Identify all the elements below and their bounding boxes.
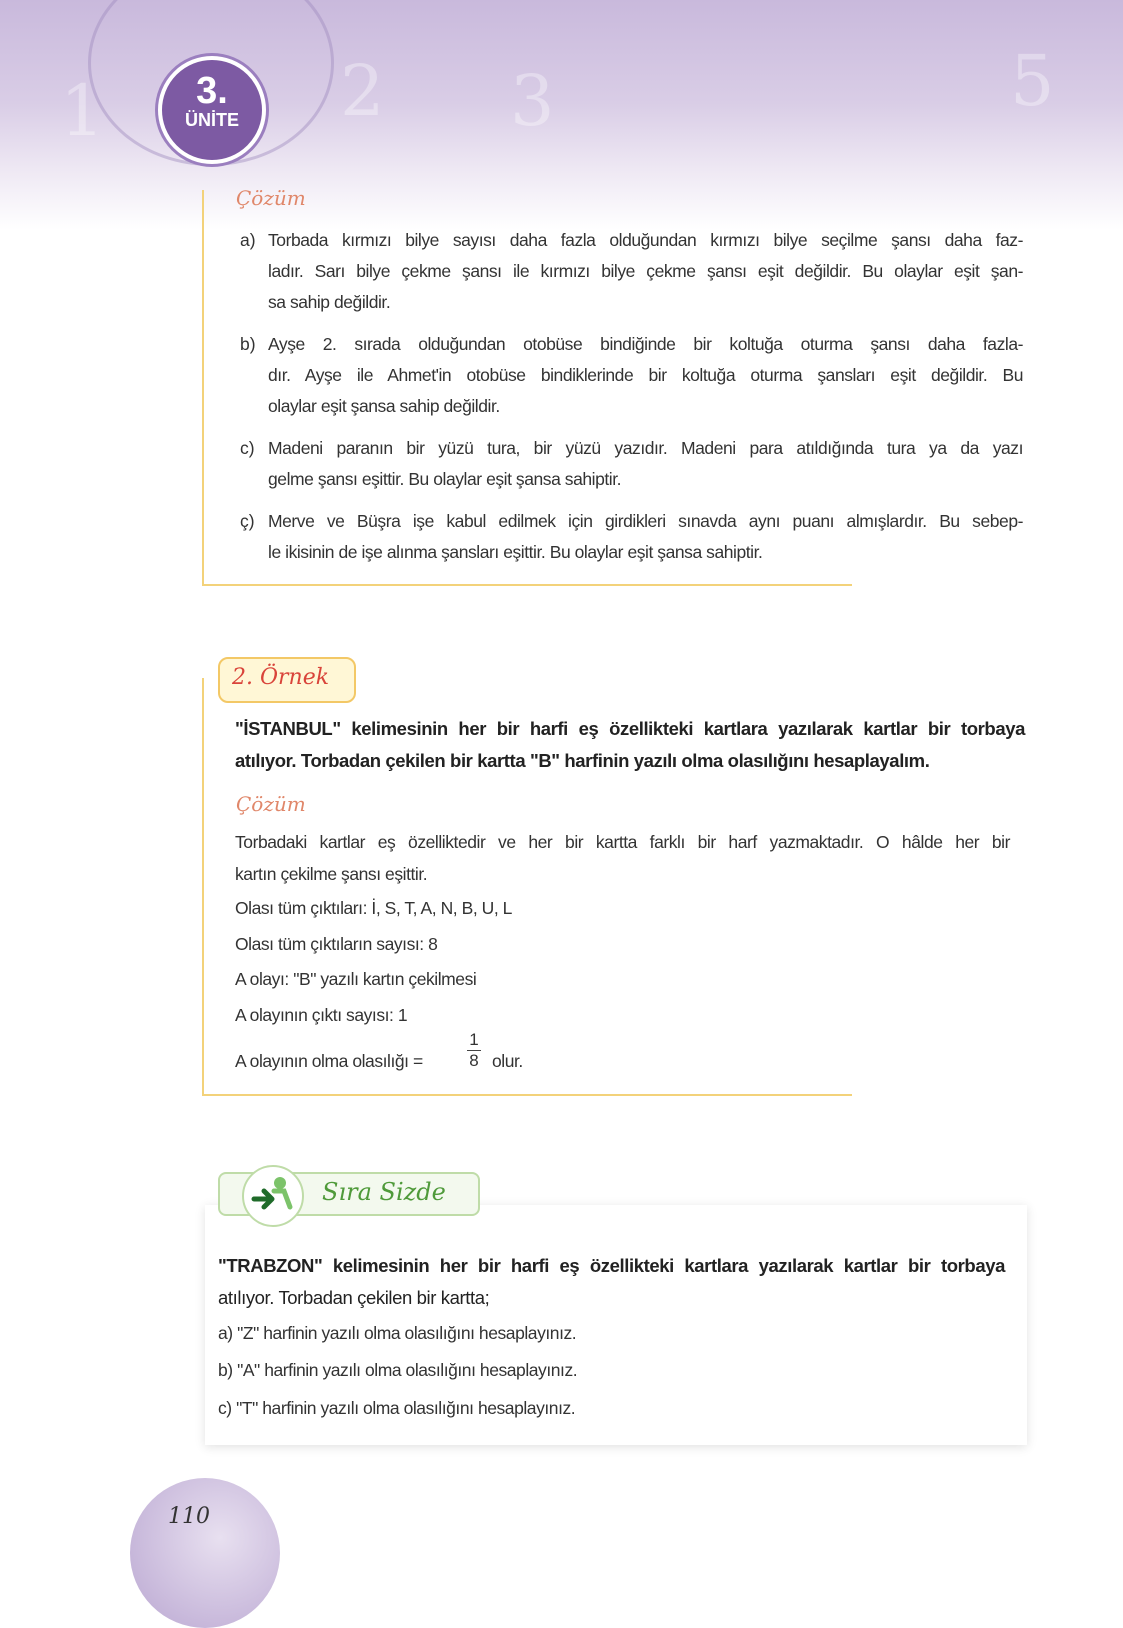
person-arrow-icon (244, 1167, 302, 1225)
solution-line: A olayının çıktı sayısı: 1 (235, 1005, 408, 1025)
item-line: Torbada kırmızı bilye sayısı daha fazla olduğundan kırmızı bilye seçilme şansı daha faz- (268, 230, 1023, 250)
example-tag (218, 657, 356, 703)
item-label: a) (240, 230, 256, 250)
unit-number: 3. (196, 70, 228, 112)
your-turn-title: Sıra Sizde (322, 1178, 446, 1206)
item-line: le ikisinin de işe alınma şansları eşittir. Bu olaylar eşit şansa sahiptir. (268, 542, 763, 562)
exercise-question-line: atılıyor. Torbadan çekilen bir kartta; (218, 1287, 490, 1308)
item-line: Madeni paranın bir yüzü tura, bir yüzü yazıdır. Madeni para atıldığında tura ya da yazı (268, 438, 1023, 458)
solution-heading: Çözüm (236, 792, 306, 816)
item-line: Ayşe 2. sırada olduğundan otobüse bindiğinde bir koltuğa oturma şansı daha fazla- (268, 334, 1023, 354)
decorative-digit: 3 (510, 60, 555, 142)
unit-label: ÜNİTE (185, 110, 239, 130)
solution-line: A olayı: "B" yazılı kartın çekilmesi (235, 969, 477, 989)
your-turn-icon-circle (242, 1165, 304, 1227)
page-number-badge (130, 1478, 280, 1628)
example-question-line: atılıyor. Torbadan çekilen bir kartta "B" harfinin yazılı olma olasılığını hesaplayalım. (235, 750, 930, 771)
item-line: dır. Ayşe ile Ahmet'in otobüse bindiklerinde bir koltuğa oturma şansları eşit değildir. Bu (268, 365, 1023, 385)
solution-line: Olası tüm çıktıların sayısı: 8 (235, 934, 438, 954)
exercise-item: a) "Z" harfinin yazılı olma olasılığını hesaplayınız. (218, 1323, 577, 1343)
fraction-numerator: 1 (467, 1030, 481, 1051)
unit-badge (158, 56, 266, 164)
item-line: gelme şansı eşittir. Bu olaylar eşit şansa sahiptir. (268, 469, 622, 489)
page-number: 110 (168, 1504, 210, 1529)
section-border-left (202, 678, 204, 1096)
item-line: Merve ve Büşra işe kabul edilmek için girdikleri sınavda aynı puanı almışlardır. Bu sebep- (268, 511, 1023, 531)
item-label: c) (240, 438, 255, 458)
example-question-line: "İSTANBUL" kelimesinin her bir harfi eş özellikteki kartlara yazılarak kartlar bir torbaya (235, 718, 1025, 739)
solution-line: kartın çekilme şansı eşittir. (235, 864, 428, 884)
decorative-digit: 2 (340, 50, 385, 132)
item-line: sa sahip değildir. (268, 292, 391, 312)
exercise-question-line: "TRABZON" kelimesinin her bir harfi eş özellikteki kartlara yazılarak kartlar bir torbaya (218, 1255, 1005, 1276)
fraction-denominator: 8 (469, 1051, 479, 1070)
exercise-item: c) "T" harfinin yazılı olma olasılığını hesaplayınız. (218, 1398, 576, 1418)
decorative-digit: 5 (1010, 40, 1055, 122)
solution-line: Torbadaki kartlar eş özelliktedir ve her bir kartta farklı bir harf yazmaktadır. O hâlde her bir (235, 832, 1010, 852)
probability-fraction (467, 1030, 481, 1071)
exercise-item: b) "A" harfinin yazılı olma olasılığını hesaplayınız. (218, 1360, 578, 1380)
solution-line: Olası tüm çıktıları: İ, S, T, A, N, B, U, L (235, 898, 512, 918)
section-border-bottom (202, 584, 852, 586)
solution-heading: Çözüm (236, 186, 306, 210)
example-tag-label: 2. Örnek (232, 665, 330, 690)
result-prefix: A olayının olma olasılığı = (235, 1051, 423, 1071)
item-line: ladır. Sarı bilye çekme şansı ile kırmızı bilye çekme şansı eşit değildir. Bu olaylar eşit şan- (268, 261, 1023, 281)
section-border-left (202, 190, 204, 586)
decorative-digit: 1 (60, 70, 105, 152)
section-border-bottom (202, 1094, 852, 1096)
item-label: ç) (240, 511, 255, 531)
item-line: olaylar eşit şansa sahip değildir. (268, 396, 500, 416)
item-label: b) (240, 334, 256, 354)
result-suffix: olur. (492, 1051, 523, 1071)
